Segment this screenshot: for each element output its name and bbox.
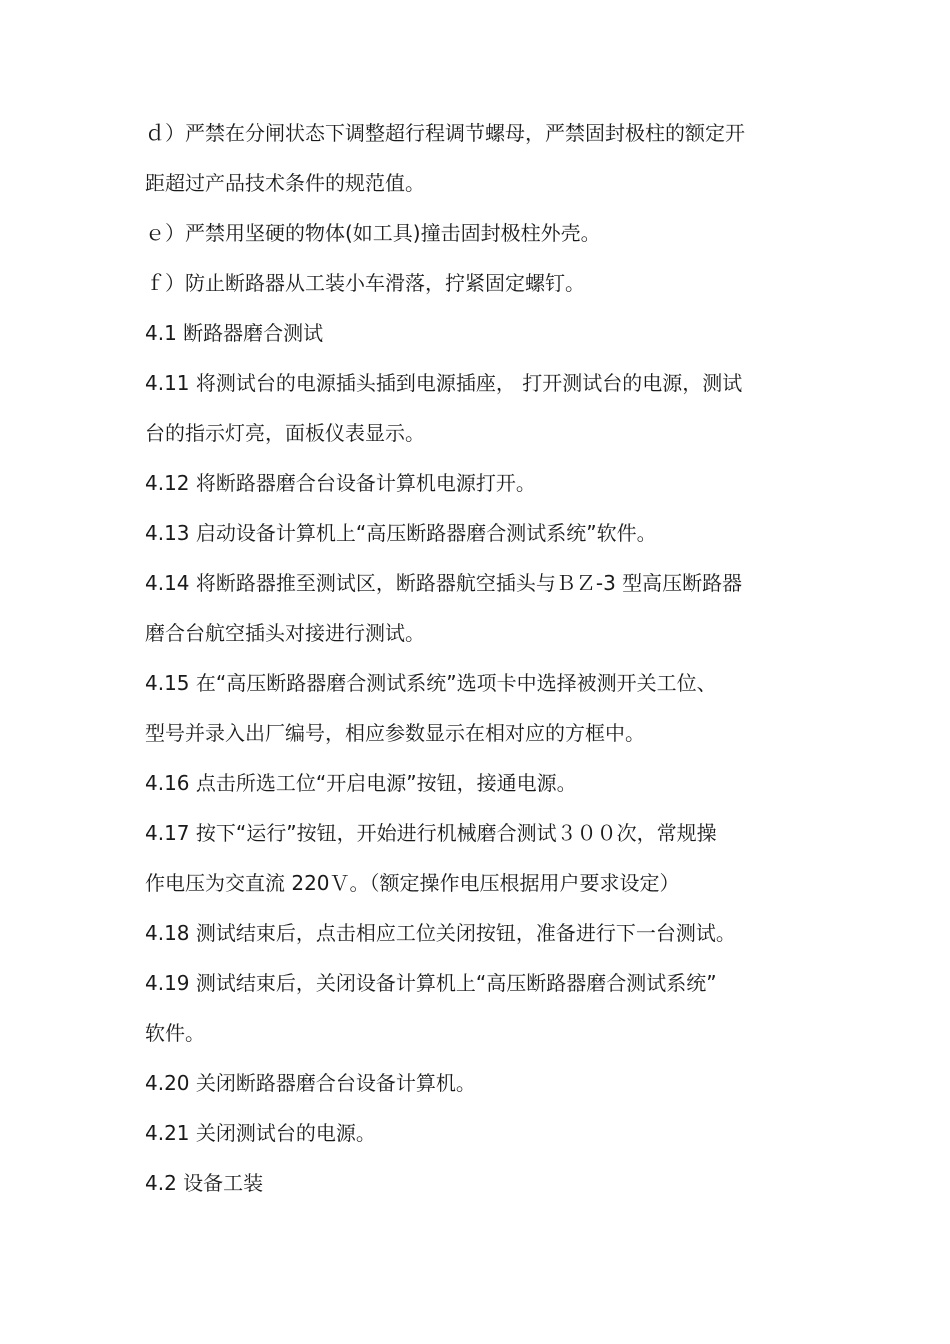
text-line: 作电压为交直流 220Ｖ。（额定操作电压根据用户要求设定） — [145, 871, 680, 895]
document-body — [145, 113, 815, 1213]
text-line: 4.14 将断路器推至测试区，断路器航空插头与ＢＺ-3 型高压断路器 — [145, 571, 743, 595]
text-line: 4.17 按下“运行”按钮，开始进行机械磨合测试３００次，常规操 — [145, 821, 717, 845]
text-line: 4.18 测试结束后，点击相应工位关闭按钮，准备进行下一台测试。 — [145, 921, 736, 945]
text-line: 4.12 将断路器磨合台设备计算机电源打开。 — [145, 471, 536, 495]
text-line: 4.13 启动设备计算机上“高压断路器磨合测试系统”软件。 — [145, 521, 657, 545]
text-line: 4.11 将测试台的电源插头插到电源插座， 打开测试台的电源，测试 — [145, 371, 743, 395]
text-line: ｄ）严禁在分闸状态下调整超行程调节螺母，严禁固封极柱的额定开 — [145, 121, 745, 145]
section-heading: 4.1 断路器磨合测试 — [145, 321, 324, 345]
text-line: 4.21 关闭测试台的电源。 — [145, 1121, 376, 1145]
text-line: 磨合台航空插头对接进行测试。 — [145, 621, 425, 645]
text-line: 4.15 在“高压断路器磨合测试系统”选项卡中选择被测开关工位、 — [145, 671, 717, 695]
text-line: ｆ）防止断路器从工装小车滑落，拧紧固定螺钉。 — [145, 271, 585, 295]
text-line: ｅ）严禁用坚硬的物体(如工具)撞击固封极柱外壳。 — [145, 221, 601, 245]
text-line: 距超过产品技术条件的规范值。 — [145, 171, 425, 195]
text-line: 台的指示灯亮，面板仪表显示。 — [145, 421, 425, 445]
section-heading: 4.2 设备工装 — [145, 1171, 264, 1195]
text-line: 型号并录入出厂编号，相应参数显示在相对应的方框中。 — [145, 721, 645, 745]
text-line: 软件。 — [145, 1021, 205, 1045]
text-line: 4.16 点击所选工位“开启电源”按钮，接通电源。 — [145, 771, 577, 795]
text-line: 4.19 测试结束后，关闭设备计算机上“高压断路器磨合测试系统” — [145, 971, 717, 995]
text-line: 4.20 关闭断路器磨合台设备计算机。 — [145, 1071, 476, 1095]
